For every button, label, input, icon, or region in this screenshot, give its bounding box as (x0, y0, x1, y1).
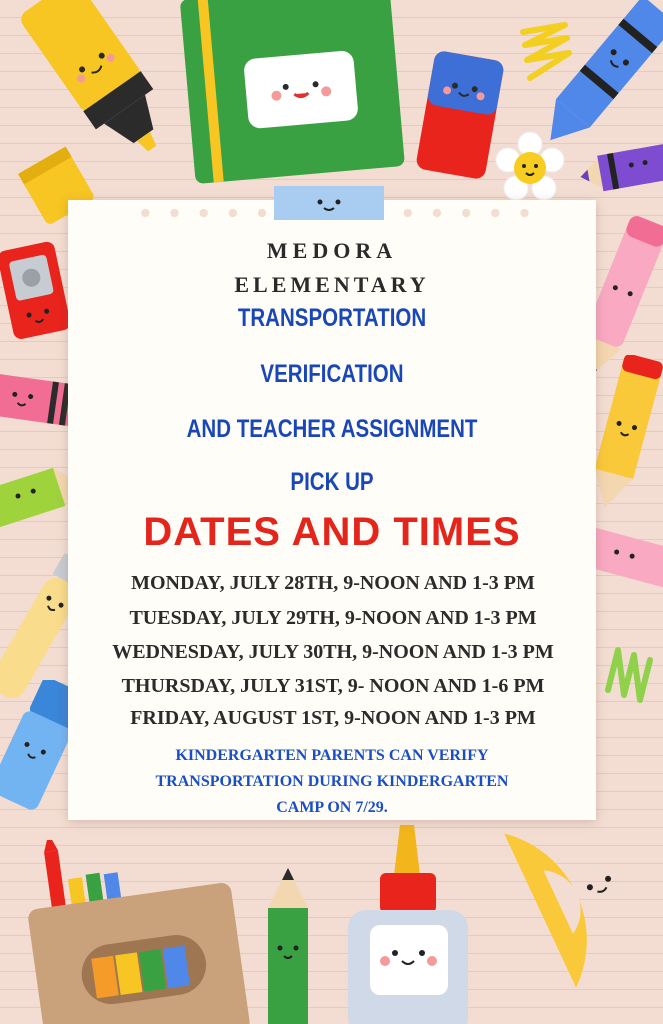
pencil-icon (585, 355, 663, 510)
school-name-line-1: MEDORA (266, 238, 398, 263)
subtitle-line: TRANSPORTATION (237, 304, 427, 332)
schedule-line: WEDNESDAY, JULY 30TH, 9-NOON AND 1-3 PM (112, 641, 554, 663)
sharpener-icon (0, 235, 72, 345)
notebook-icon (178, 0, 413, 190)
note-card (68, 200, 596, 820)
crayon-icon (580, 140, 663, 200)
subtitle-line: PICK UP (290, 468, 374, 496)
schedule-line: THURSDAY, JULY 31ST, 9- NOON AND 1-6 PM (121, 675, 545, 697)
dates-heading: DATES AND TIMES (143, 510, 521, 554)
crayon-icon (545, 0, 663, 150)
subtitle-line: VERIFICATION (260, 360, 404, 388)
schedule-line: MONDAY, JULY 28TH, 9-NOON AND 1-3 PM (131, 572, 535, 594)
kindergarten-note-line: CAMP ON 7/29. (276, 799, 388, 816)
kindergarten-note-line: TRANSPORTATION DURING KINDERGARTEN (155, 773, 509, 790)
crayon-box-icon (20, 840, 260, 1024)
kindergarten-note-line: KINDERGARTEN PARENTS CAN VERIFY (175, 747, 489, 764)
glue-bottle-icon (340, 825, 475, 1024)
subtitle-line: AND TEACHER ASSIGNMENT (186, 415, 478, 443)
schedule-line: TUESDAY, JULY 29TH, 9-NOON AND 1-3 PM (129, 607, 537, 629)
washi-tape-icon (274, 186, 384, 220)
schedule-line: FRIDAY, AUGUST 1ST, 9-NOON AND 1-3 PM (130, 707, 536, 729)
pencil-icon (262, 868, 314, 1024)
school-name-line-2: ELEMENTARY (234, 272, 430, 297)
